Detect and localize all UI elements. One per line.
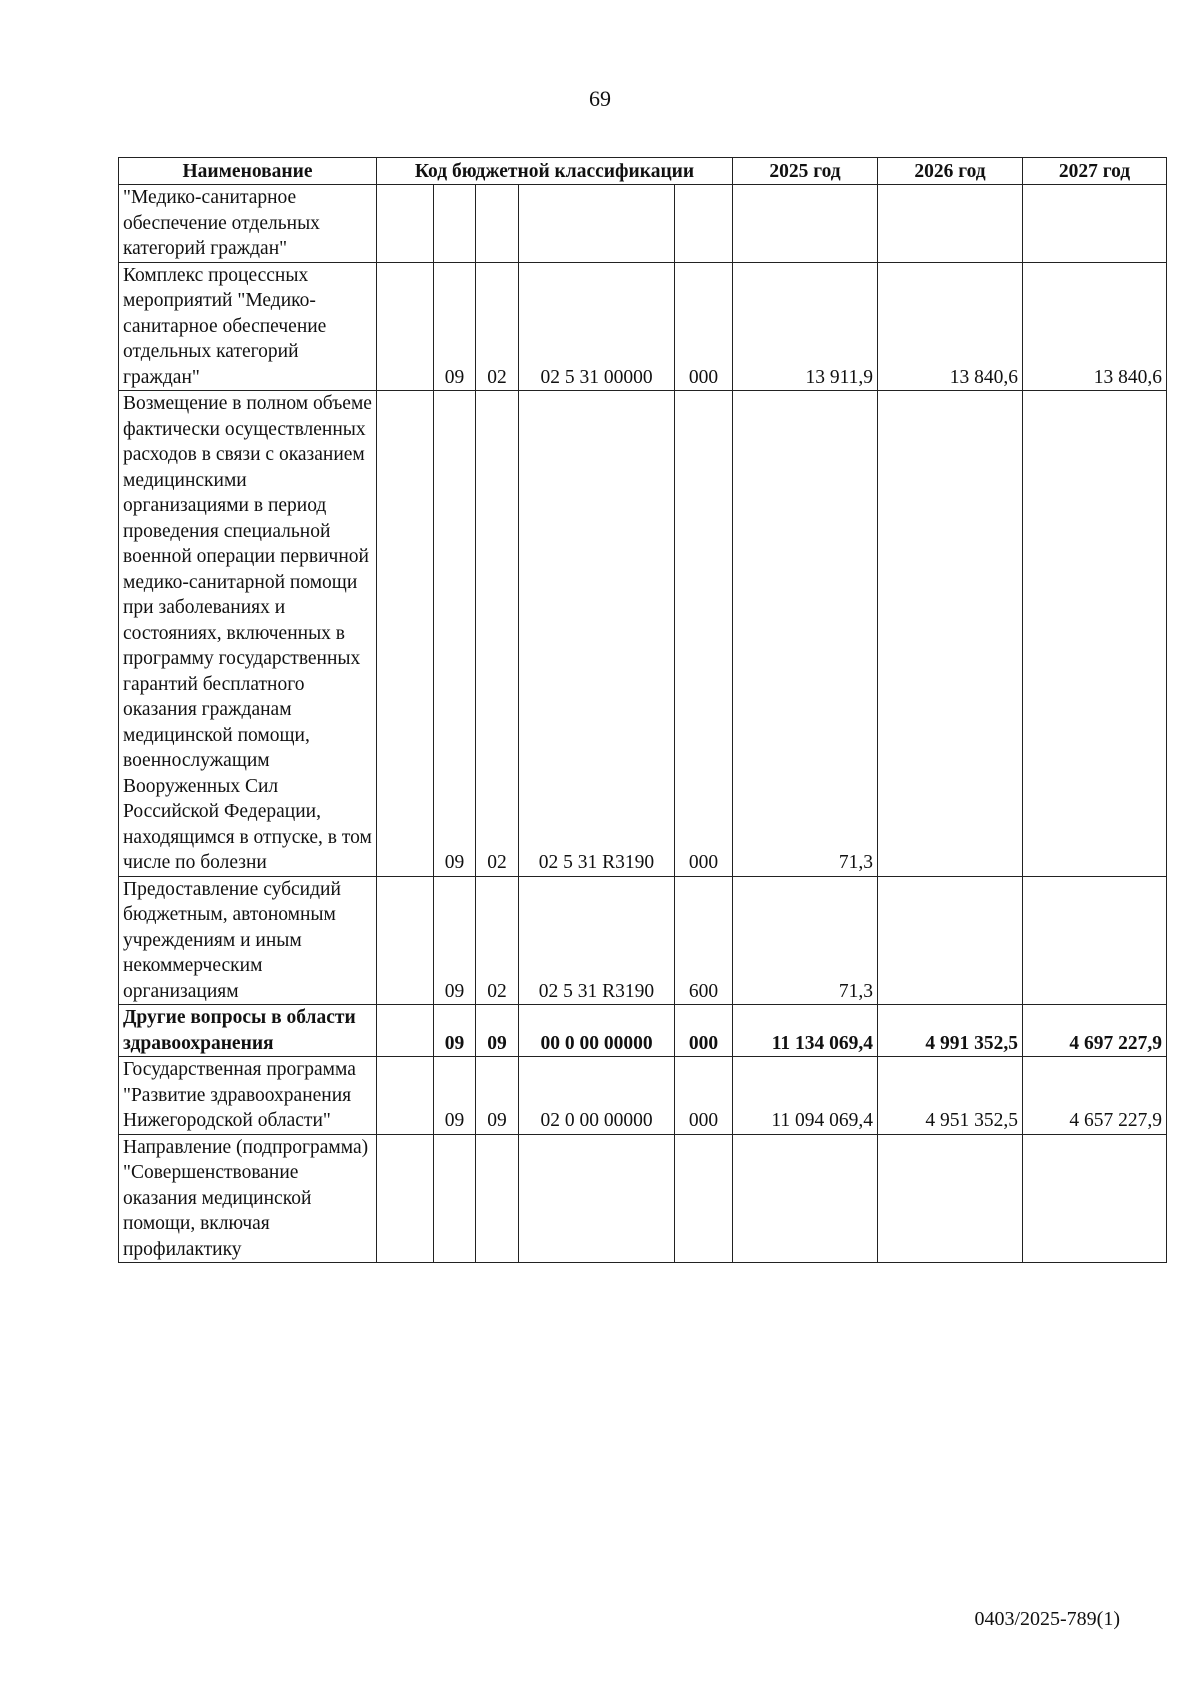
table-row [119,1134,1167,1263]
cell-expense-type: 000 [675,262,733,391]
cell-expense-type: 000 [675,1057,733,1135]
cell-2027 [1023,391,1167,877]
cell-empty [377,1134,434,1263]
cell-expense-type: 600 [675,876,733,1005]
cell-empty [377,391,434,877]
cell-2025: 71,3 [733,391,878,877]
table-body [119,185,1167,1263]
cell-name: Другие вопросы в области здравоохранения [119,1005,377,1057]
cell-expense-type: 000 [675,391,733,877]
cell-name: Предоставление субсидий бюджетным, автономным учреждениям и иным некоммерческим организациям [119,876,377,1005]
cell-section: 09 [434,1005,476,1057]
cell-2027: 4 657 227,9 [1023,1057,1167,1135]
cell-name: Государственная программа "Развитие здравоохранения Нижегородской области" [119,1057,377,1135]
cell-section: 09 [434,1057,476,1135]
cell-name: Комплекс процессных мероприятий "Медико-санитарное обеспечение отдельных категорий граждан" [119,262,377,391]
cell-2026 [878,876,1023,1005]
cell-name: Возмещение в полном объеме фактически осуществленных расходов в связи с оказанием медицинскими организациями в период проведения специальной военной операции первичной медико-санитарной помощи при заболеваниях и состояниях, включенных в программу государственных гарантий бесплатного оказания гражданам медицинской помощи, военнослужащим Вооруженных Сил Российской Федерации, находящимся в отпуске, в том числе по болезни [119,391,377,877]
budget-table [118,157,1167,1263]
cell-2025: 11 134 069,4 [733,1005,878,1057]
table-row [119,1057,1167,1135]
cell-subsection: 02 [476,391,519,877]
page-number: 69 [589,86,611,111]
cell-section: 09 [434,876,476,1005]
cell-target-article [519,185,675,263]
cell-2026 [878,185,1023,263]
header-name: Наименование [119,158,377,185]
cell-subsection [476,1134,519,1263]
table-row [119,876,1167,1005]
cell-2027: 13 840,6 [1023,262,1167,391]
cell-2026 [878,391,1023,877]
cell-2025 [733,185,878,263]
cell-subsection: 02 [476,876,519,1005]
cell-subsection: 09 [476,1057,519,1135]
table-row [119,262,1167,391]
cell-subsection [476,185,519,263]
header-2025: 2025 год [733,158,878,185]
cell-empty [377,262,434,391]
cell-subsection: 02 [476,262,519,391]
cell-section [434,185,476,263]
cell-expense-type: 000 [675,1005,733,1057]
cell-2027: 4 697 227,9 [1023,1005,1167,1057]
header-2027: 2027 год [1023,158,1167,185]
cell-2025 [733,1134,878,1263]
cell-expense-type [675,1134,733,1263]
cell-target-article [519,1134,675,1263]
cell-target-article: 02 0 00 00000 [519,1057,675,1135]
cell-section: 09 [434,391,476,877]
table-row [119,185,1167,263]
table-header-row [119,158,1167,185]
cell-2025: 13 911,9 [733,262,878,391]
cell-2027 [1023,1134,1167,1263]
document-footer-number: 0403/2025-789(1) [974,1608,1120,1630]
cell-expense-type [675,185,733,263]
cell-name: Направление (подпрограмма) "Совершенствование оказания медицинской помощи, включая профилактику [119,1134,377,1263]
cell-2027 [1023,876,1167,1005]
cell-target-article: 02 5 31 00000 [519,262,675,391]
cell-subsection: 09 [476,1005,519,1057]
table-row [119,391,1167,877]
header-2026: 2026 год [878,158,1023,185]
cell-2025: 11 094 069,4 [733,1057,878,1135]
cell-empty [377,185,434,263]
cell-2026: 13 840,6 [878,262,1023,391]
cell-empty [377,1057,434,1135]
cell-2026: 4 951 352,5 [878,1057,1023,1135]
cell-empty [377,876,434,1005]
table-row [119,1005,1167,1057]
cell-empty [377,1005,434,1057]
cell-2025: 71,3 [733,876,878,1005]
cell-section [434,1134,476,1263]
cell-target-article: 02 5 31 R3190 [519,391,675,877]
cell-2027 [1023,185,1167,263]
cell-target-article: 00 0 00 00000 [519,1005,675,1057]
cell-section: 09 [434,262,476,391]
cell-name: "Медико-санитарное обеспечение отдельных категорий граждан" [119,185,377,263]
cell-2026 [878,1134,1023,1263]
header-code: Код бюджетной классификации [377,158,733,185]
cell-target-article: 02 5 31 R3190 [519,876,675,1005]
cell-2026: 4 991 352,5 [878,1005,1023,1057]
